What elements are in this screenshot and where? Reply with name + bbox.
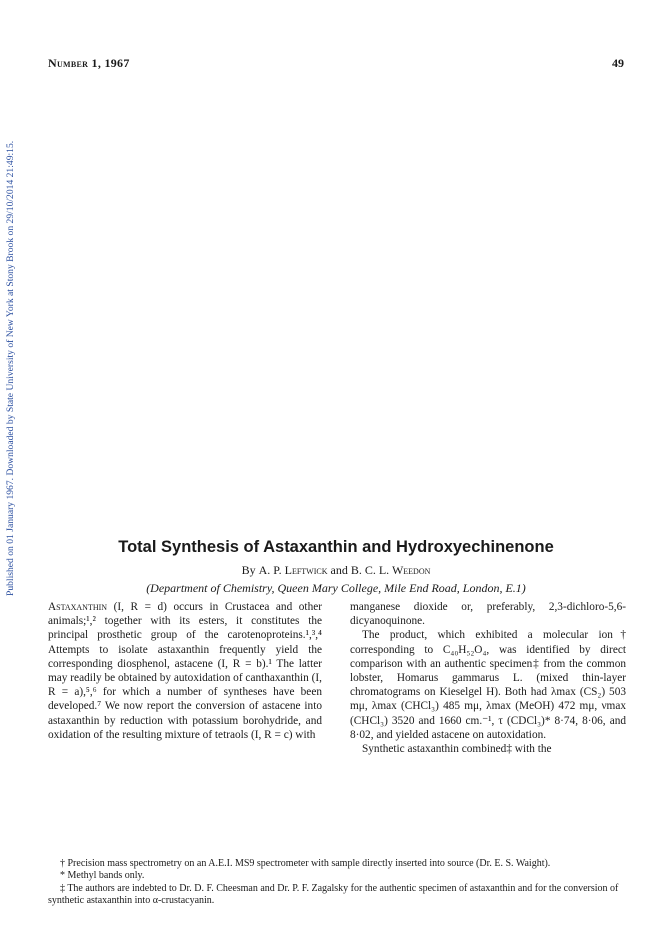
authors-prefix: By bbox=[241, 563, 256, 577]
body-column-right bbox=[350, 600, 626, 756]
footnotes bbox=[48, 858, 624, 908]
author-name: A. P. Leftwick bbox=[258, 563, 328, 577]
page-number: 49 bbox=[612, 56, 624, 70]
download-notice: Published on 01 January 1967. Downloaded by State University of New York at Stony Brook on 29/10/2014 21:49:15. bbox=[5, 140, 16, 596]
lead-word: Astaxanthin bbox=[48, 601, 108, 613]
paragraph: The product, which exhibited a molecular ion† corresponding to C₄₀H₅₂O₄, was identified by direct comparison with an authentic specimen‡ from the common lobster, Homarus gammarus L. (mixed thin-layer chromatograms on Kieselgel H). Both had λmax (CS₂) 503 mμ, λmax (CHCl₃) 485 mμ, λmax (MeOH) 472 mμ, νmax (CHCl₃) 3520 and 1660 cm.⁻¹, τ (CDCl₃)* 8·74, 8·06, and 8·02, and yielded astacene on autoxidation. bbox=[350, 629, 626, 741]
authors-and: and bbox=[330, 563, 348, 577]
paragraph-text: (I, R = d) occurs in Crustacea and other animals;¹,² together with its esters, it constitutes the principal prosthetic group of the carotenoproteins.¹,³,⁴ Attempts to isolate astaxanthin frequently yield the corresponding diosphenol, astacene (I, R = b).¹ The latter may readily be obtained by autoxidation of canthaxanthin (I, R = a),⁵,⁶ for which a number of syntheses have been developed.⁷ We now report the conversion of astacene into astaxanthin by reduction with potassium borohydride, and oxidation of the resulting mixture of tetraols (I, R = c) with bbox=[48, 601, 322, 741]
paragraph: Synthetic astaxanthin combined‡ with the bbox=[362, 743, 552, 756]
footnote: ‡ The authors are indebted to Dr. D. F. Cheesman and Dr. P. F. Zagalsky for the authentic specimen of astaxanthin and for the conversion of synthetic astaxanthin into α-crustacyanin. bbox=[48, 882, 619, 907]
author-name: B. C. L. Weedon bbox=[350, 563, 431, 577]
body-column-left bbox=[48, 600, 322, 742]
author-line bbox=[48, 563, 624, 578]
issue-label: Number 1, 1967 bbox=[48, 56, 130, 70]
paragraph bbox=[48, 600, 322, 742]
article-title: Total Synthesis of Astaxanthin and Hydroxyechinenone bbox=[118, 538, 554, 556]
footnote: † Precision mass spectrometry on an A.E.I. MS9 spectrometer with sample directly inserted into source (Dr. E. S. Waight). bbox=[60, 858, 551, 869]
paragraph: manganese dioxide or, preferably, 2,3-dichloro-5,6-dicyanoquinone. bbox=[350, 601, 626, 628]
page-header bbox=[48, 56, 624, 71]
affiliation: (Department of Chemistry, Queen Mary College, Mile End Road, London, E.1) bbox=[146, 581, 526, 595]
footnote: * Methyl bands only. bbox=[60, 870, 145, 882]
